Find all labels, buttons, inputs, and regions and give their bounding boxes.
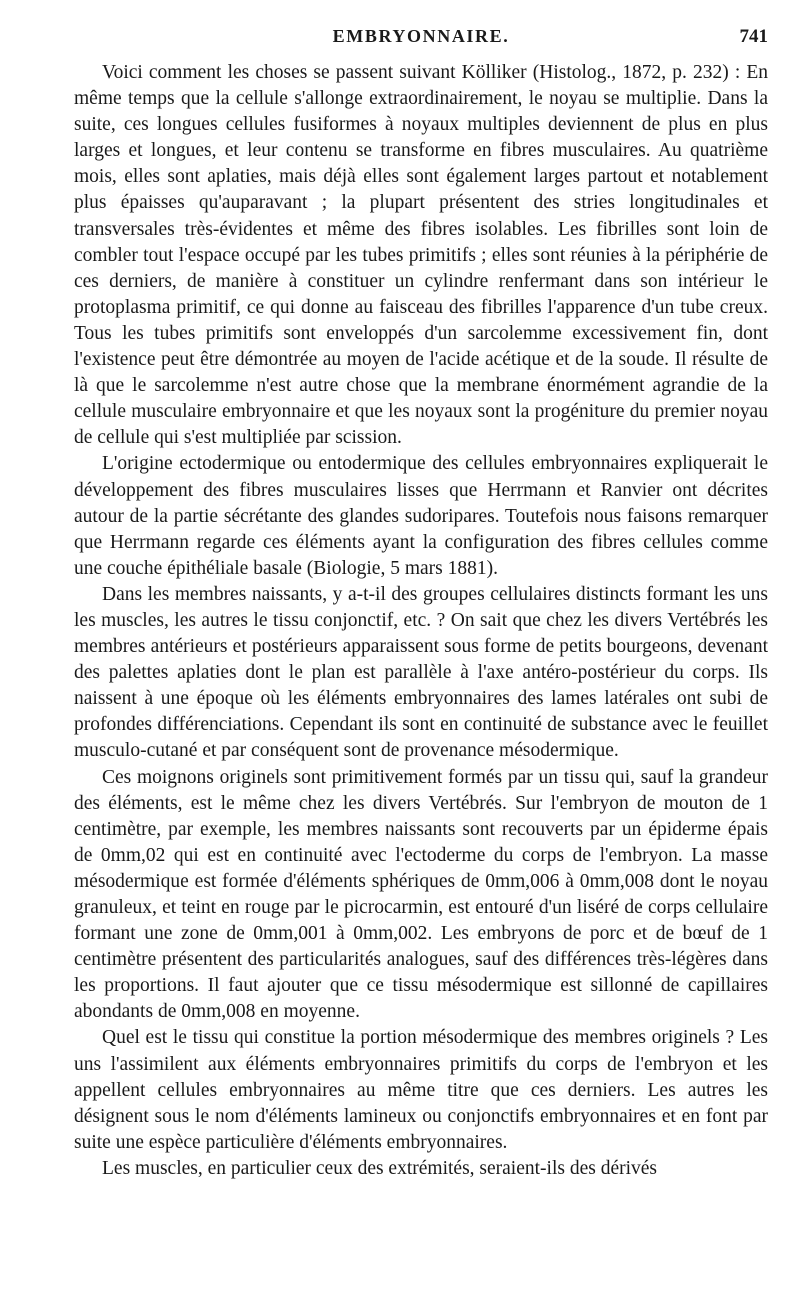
running-head (74, 26, 768, 52)
page-number: 741 (739, 26, 768, 47)
body-text (74, 60, 768, 1182)
paragraph-tissu-mesodermique: Quel est le tissu qui constitue la portion mésodermique des membres originels ? Les uns l'assimilent aux éléments embryonnaires primitifs du corps de l'embryon et les appellent cellules embryonnaires au même titre que ces derniers. Les autres les désignent sous le nom d'éléments lamineux ou conjonctifs embryonnaires et en font par suite une espèce particulière d'éléments embryonnaires. (74, 1027, 768, 1153)
running-title: EMBRYONNAIRE. (332, 26, 510, 46)
paragraph-muscles-extremites: Les muscles, en particulier ceux des extrémités, seraient-ils des dérivés (102, 1157, 658, 1179)
paragraph-kolliker: Voici comment les choses se passent suivant Kölliker (Histolog., 1872, p. 232) : En même temps que la cellule s'allonge extraordinairement, le noyau se multiplie. Dans la suite, ces longues cellules fusiformes à noyaux multiples deviennent de plus en plus larges et longues, et leur contenu se transforme en fibres musculaires. Au quatrième mois, elles sont aplaties, mais déjà elles sont également larges partout et notablement plus épaisses qu'auparavant ; la plupart présentent des stries longitudinales et transversales très-évidentes et même des fibres isolables. Les fibrilles sont loin de combler tout l'espace occupé par les tubes primitifs ; elles sont réunies à la périphérie de ces derniers, de manière à constituer un cylindre renfermant dans son intérieur le protoplasma primitif, ce qui donne au faisceau des fibrilles l'apparence d'un tube creux. Tous les tubes primitifs sont enveloppés d'un sarcolemme excessivement fin, dont l'existence peut être démontrée au moyen de l'acide acétique et de la soude. Il résulte de là que le sarcolemme n'est autre chose que la membrane énormément agrandie de la cellule musculaire embryonnaire et que les noyaux sont la progéniture du premier noyau de cellule qui s'est multipliée par scission. (74, 62, 768, 449)
paragraph-origine-ectodermique: L'origine ectodermique ou entodermique des cellules embryonnaires expliquerait le développement des fibres musculaires lisses que Herrmann et Ranvier ont décrites autour de la partie sécrétante des glandes sudoripares. Toutefois nous faisons remarquer que Herrmann regarde ces éléments ayant la configuration des fibres cellules comme une couche épithéliale basale (Biologie, 5 mars 1881). (74, 453, 768, 579)
paragraph-membres-naissants: Dans les membres naissants, y a-t-il des groupes cellulaires distincts formant les uns les muscles, les autres le tissu conjonctif, etc. ? On sait que chez les divers Vertébrés les membres antérieurs et postérieurs apparaissent sous forme de petits bourgeons, devenant des palettes aplaties dont le plan est parallèle à l'axe antéro-postérieur du corps. Ils naissent à une époque où les éléments embryonnaires des lames latérales ont subi de profondes différenciations. Cependant ils sont en continuité de substance avec le feuillet musculo-cutané et par conséquent sont de provenance mésodermique. (74, 583, 768, 762)
paragraph-moignons-originels: Ces moignons originels sont primitivement formés par un tissu qui, sauf la grandeur des éléments, est le même chez les divers Vertébrés. Sur l'embryon de mouton de 1 centimètre, par exemple, les membres naissants sont recouverts par un épiderme épais de 0mm,02 qui est en continuité avec l'ectoderme du corps de l'embryon. La masse mésodermique est formée d'éléments sphériques de 0mm,006 à 0mm,008 dont le noyau granuleux, et teint en rouge par le picrocarmin, est entouré d'un liséré de corps cellulaire formant une zone de 0mm,001 à 0mm,002. Les embryons de porc et de bœuf de 1 centimètre présentent des particularités analogues, sauf des différences très-légères dans les proportions. Il faut ajouter que ce tissu mésodermique est sillonné de capillaires abondants de 0mm,008 en moyenne. (74, 766, 768, 1023)
